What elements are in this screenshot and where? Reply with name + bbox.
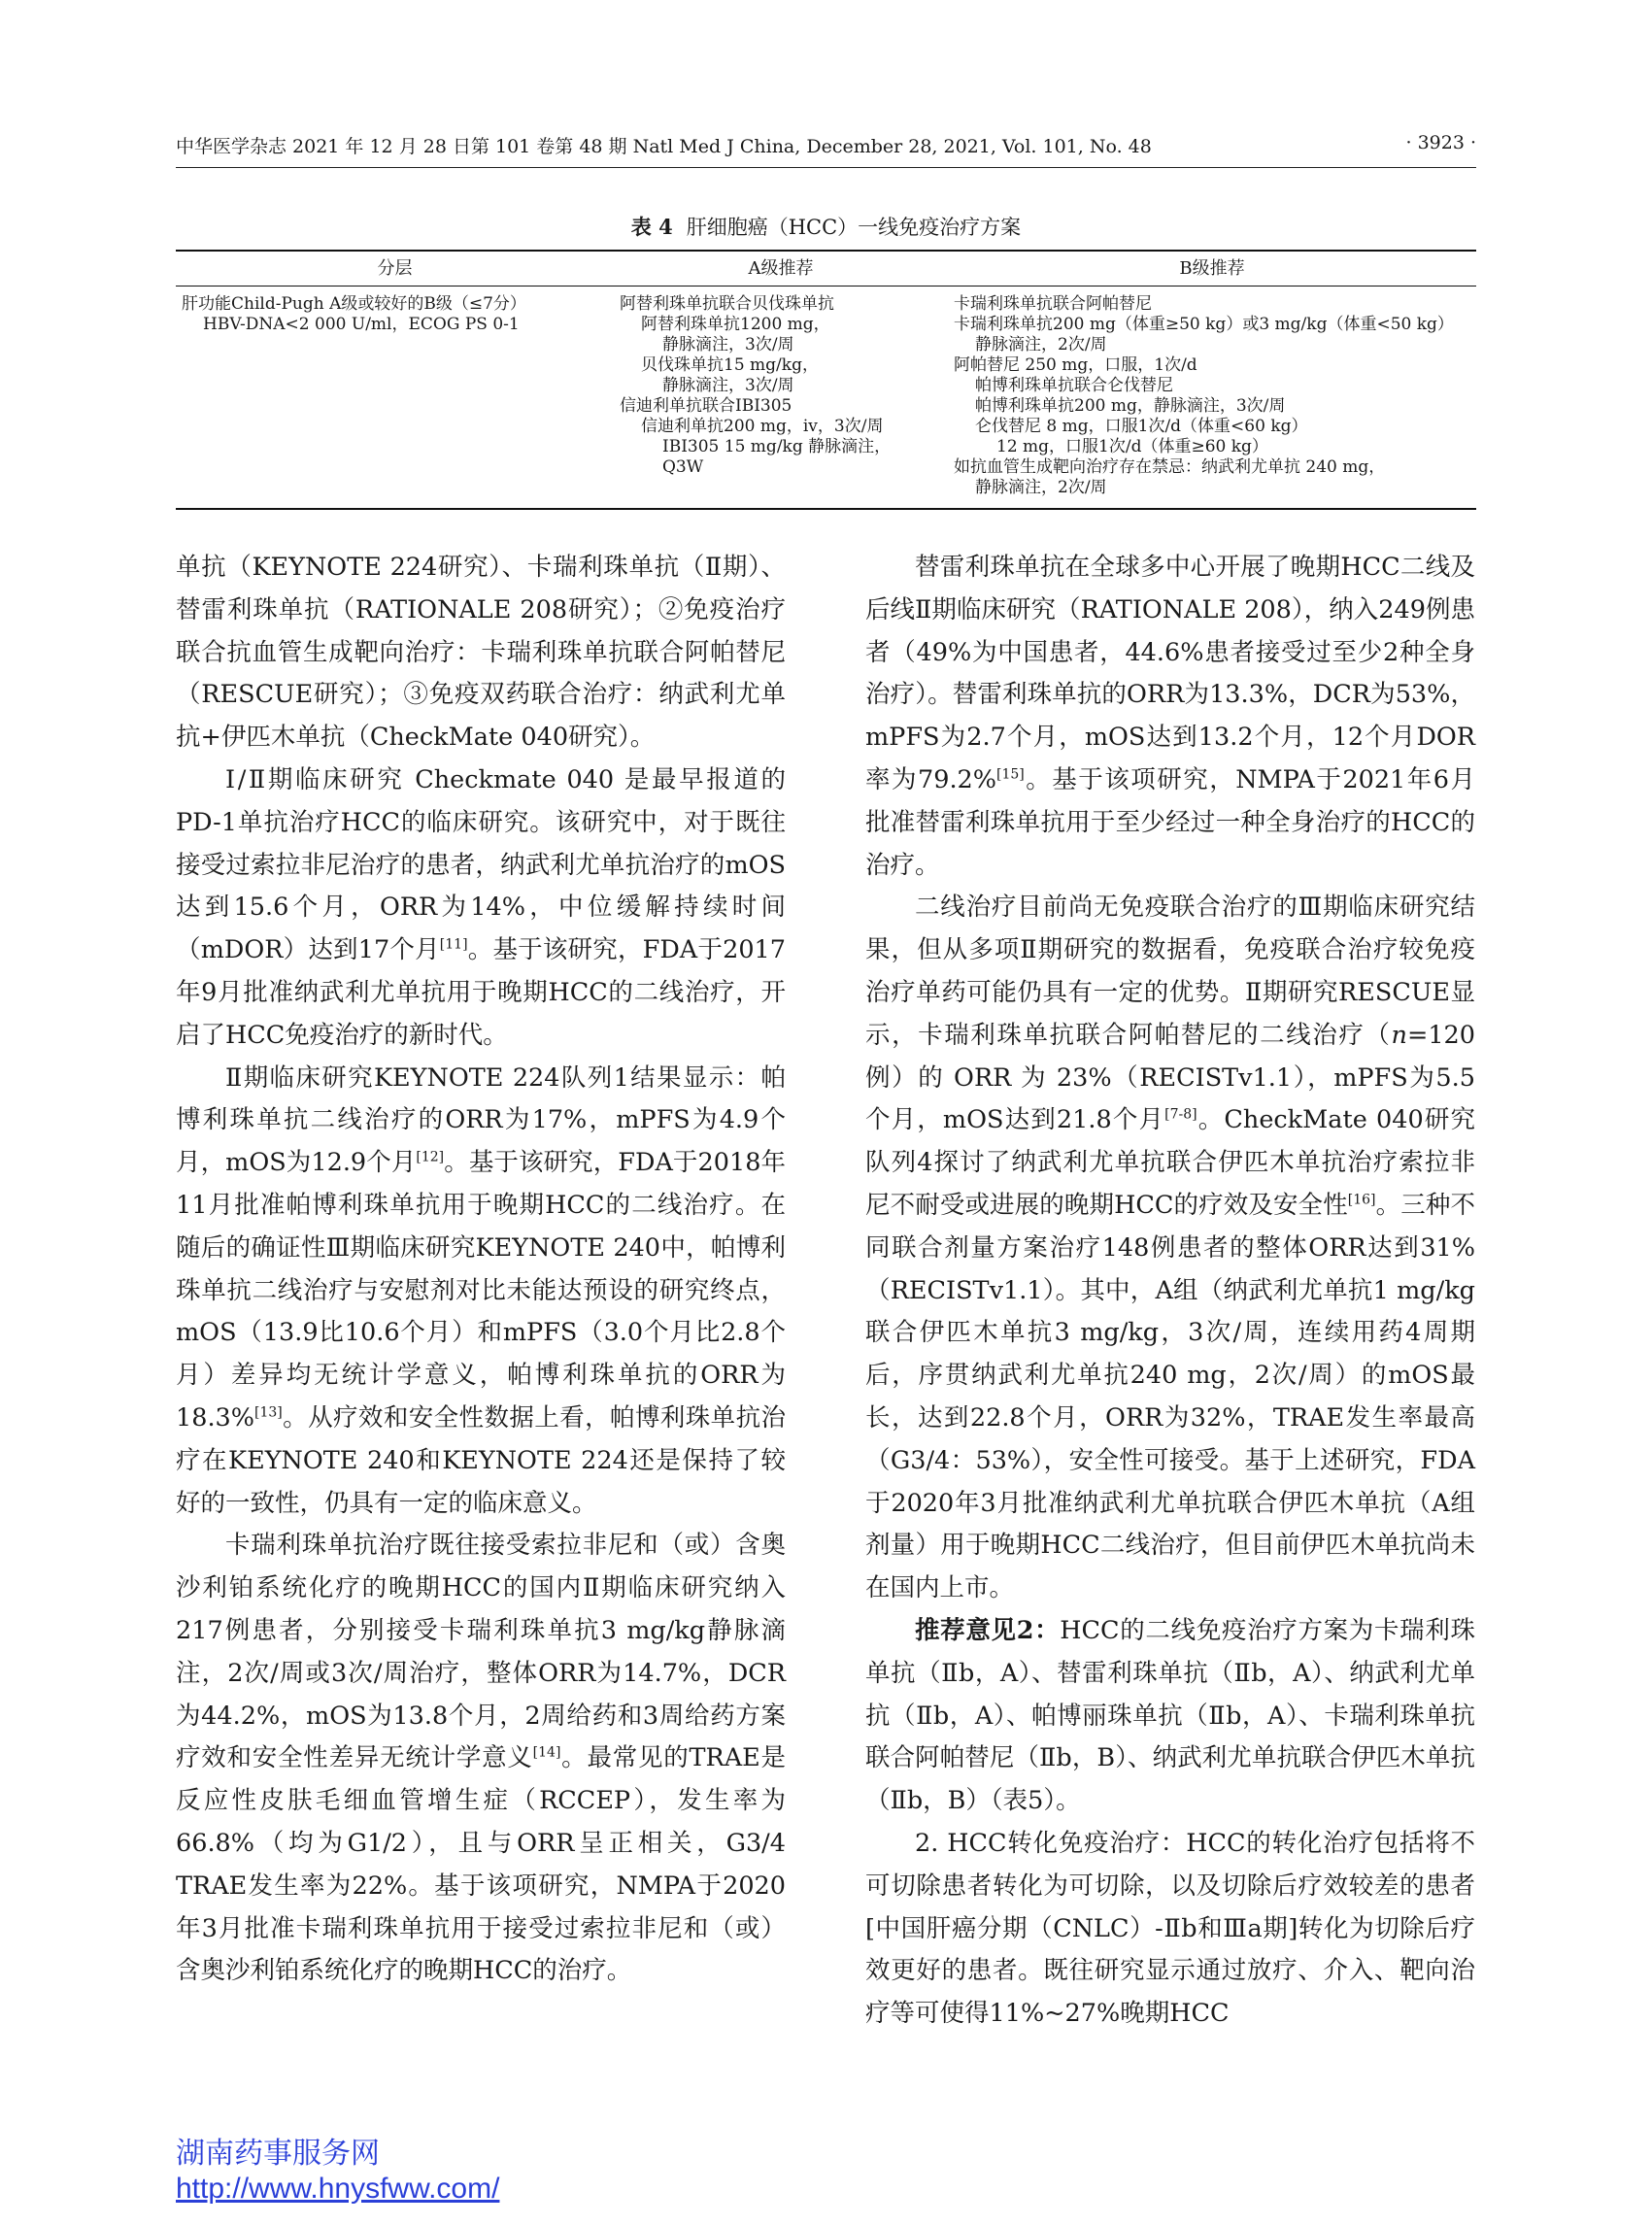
watermark-site-name: 湖南药事服务网: [176, 2138, 380, 2170]
cell-line: 静脉滴注，2次/周: [975, 335, 1107, 354]
italic-n: n: [1391, 1020, 1407, 1050]
paragraph-text: 2. HCC转化免疫治疗：HCC的转化治疗包括将不可切除患者转化为可切除，以及切除后疗效较差的患者[中国肝癌分期（CNLC）-Ⅱb和Ⅲa期]转化为切除后疗效更好的患者。既往研究显示通过放疗、介入、靶向治疗等可使得11%~27%晚期HCC: [865, 1828, 1475, 2029]
paragraph: [865, 1823, 1475, 2036]
paragraph: [865, 547, 1475, 887]
cell-line: 信迪利单抗联合IBI305: [620, 396, 792, 416]
treatment-table: [176, 250, 1476, 510]
recommendation-label: 推荐意见2：: [915, 1615, 1061, 1645]
paragraph-text: 。三种不同联合剂量方案治疗148例患者的整体ORR达到31%（RECISTv1.1）。其中，A组（纳武利尤单抗1 mg/kg联合伊匹木单抗3 mg/kg，3次/周，连续用药4周期后，序贯纳武利尤单抗240 mg，2次/周）的mOS最长，达到22.8个月，ORR为32%，TRAE发生率最高（G3/4：53%），安全性可接受。基于上述研究，FDA于2020年3月批准纳武利尤单抗联合伊匹木单抗（A组剂量）用于晚期HCC二线治疗，但目前伊匹木单抗尚未在国内上市。: [865, 1190, 1475, 1603]
paragraph-text: 。最常见的TRAE是反应性皮肤毛细血管增生症（RCCEP），发生率为66.8%（均为G1/2），且与ORR呈正相关，G3/4 TRAE发生率为22%。基于该项研究，NMPA于2020年3月批准卡瑞利珠单抗用于接受过索拉非尼和（或）含奥沙利铂系统化疗的晚期HCC的治疗。: [176, 1743, 786, 1986]
cell-line: 贝伐珠单抗15 mg/kg，: [641, 355, 819, 375]
watermark-url: http://www.hnysfww.com/: [176, 2173, 500, 2205]
journal-citation: 中华医学杂志 2021 年 12 月 28 日第 101 卷第 48 期 Natl Med J China, December 28, 2021, Vol. 101, No. 48: [176, 136, 1152, 157]
table-cell-stratification: [176, 287, 614, 510]
cell-line: 卡瑞利珠单抗200 mg（体重≥50 kg）或3 mg/kg（体重<50 kg）: [954, 315, 1454, 334]
paragraph: [865, 887, 1475, 1610]
paragraph: [176, 759, 786, 1058]
table-cell-grade-b: [948, 287, 1476, 510]
paragraph: [176, 1058, 786, 1526]
cell-line: 帕博利珠单抗联合仑伐替尼: [975, 376, 1173, 395]
cell-line: 卡瑞利珠单抗联合阿帕替尼: [954, 294, 1152, 314]
citation-ref: [7-8]: [1164, 1106, 1197, 1123]
citation-ref: [15]: [996, 766, 1025, 783]
paragraph-text: HCC的二线免疫治疗方案为卡瑞利珠单抗（Ⅱb，A）、替雷利珠单抗（Ⅱb，A）、纳武利尤单抗（Ⅱb，A）、帕博丽珠单抗（Ⅱb，A）、卡瑞利珠单抗联合阿帕替尼（Ⅱb，B）、纳武利尤单抗联合伊匹木单抗（Ⅱb，B）（表5）。: [865, 1615, 1475, 1816]
cell-line: 阿替利珠单抗联合贝伐珠单抗: [620, 294, 834, 314]
cell-line: IBI305 15 mg/kg 静脉滴注，: [662, 437, 892, 456]
cell-line: 帕博利珠单抗200 mg，静脉滴注，3次/周: [975, 396, 1286, 416]
header-divider: [176, 167, 1476, 168]
citation-ref: [11]: [439, 936, 468, 953]
cell-line: 阿替利珠单抗1200 mg，: [641, 315, 830, 334]
paragraph-text: 。基于该研究，FDA于2018年11月批准帕博利珠单抗用于晚期HCC的二线治疗。在随后的确证性Ⅲ期临床研究KEYNOTE 240中，帕博利珠单抗二线治疗与安慰剂对比未能达预设的研究终点，mOS（13.9比10.6个月）和mPFS（3.0个月比2.8个月）差异均无统计学意义，帕博利珠单抗的ORR为18.3%: [176, 1148, 786, 1433]
paragraph-text: 。从疗效和安全性数据上看，帕博利珠单抗治疗在KEYNOTE 240和KEYNOTE 224还是保持了较好的一致性，仍具有一定的临床意义。: [176, 1402, 786, 1518]
paragraph-text: 。CheckMate 040研究队列4探讨了纳武利尤单抗联合伊匹木单抗治疗索拉非尼不耐受或进展的晚期HCC的疗效及安全性: [865, 1105, 1475, 1220]
paragraph-text: 单抗（KEYNOTE 224研究）、卡瑞利珠单抗（Ⅱ期）、替雷利珠单抗（RATIONALE 208研究）；②免疫治疗联合抗血管生成靶向治疗：卡瑞利珠单抗联合阿帕替尼（RESCUE研究）；③免疫双药联合治疗：纳武利尤单抗+伊匹木单抗（CheckMate 040研究）。: [176, 553, 786, 753]
paragraph: [176, 547, 786, 759]
left-column: [176, 547, 786, 1993]
paragraph-text: Ⅰ/Ⅱ期临床研究 Checkmate 040 是最早报道的PD-1单抗治疗HCC的临床研究。该研究中，对于既往接受过索拉非尼治疗的患者，纳武利尤单抗治疗的mOS达到15.6个月，ORR为14%，中位缓解持续时间（mDOR）达到17个月: [176, 764, 786, 965]
table-header-stratification: 分层: [176, 251, 614, 287]
cell-line: 阿帕替尼 250 mg，口服，1次/d: [954, 355, 1197, 375]
paragraph: [176, 1525, 786, 1993]
page-number: · 3923 ·: [1405, 132, 1476, 153]
recommendation-paragraph: [865, 1610, 1475, 1823]
paragraph-text: 。基于该项研究，NMPA于2021年6月批准替雷利珠单抗用于至少经过一种全身治疗的HCC的治疗。: [865, 764, 1475, 880]
citation-ref: [14]: [532, 1744, 561, 1761]
cell-line: 肝功能Child-Pugh A级或较好的B级（≤7分）: [182, 294, 526, 314]
cell-line: 如抗血管生成靶向治疗存在禁忌：纳武利尤单抗 240 mg，: [954, 457, 1386, 477]
citation-ref: [13]: [254, 1404, 283, 1421]
paragraph-text: =120 例）的 ORR 为 23%（RECISTv1.1），mPFS为5.5个月，mOS达到21.8个月: [865, 1020, 1475, 1135]
paragraph-text: Ⅱ期临床研究KEYNOTE 224队列1结果显示：帕博利珠单抗二线治疗的ORR为17%，mPFS为4.9个月，mOS为12.9个月: [176, 1062, 786, 1178]
right-column: [865, 547, 1475, 2036]
paragraph-text: 卡瑞利珠单抗治疗既往接受索拉非尼和（或）含奥沙利铂系统化疗的晚期HCC的国内Ⅱ期临床研究纳入217例患者，分别接受卡瑞利珠单抗3 mg/kg静脉滴注，2次/周或3次/周治疗，整体ORR为14.7%，DCR为44.2%，mOS为13.8个月，2周给药和3周给药方案疗效和安全性差异无统计学意义: [176, 1531, 786, 1773]
paragraph-text: 二线治疗目前尚无免疫联合治疗的Ⅲ期临床研究结果，但从多项Ⅱ期研究的数据看，免疫联合治疗较免疫治疗单药可能仍具有一定的优势。Ⅱ期研究RESCUE显示，卡瑞利珠单抗联合阿帕替尼的二线治疗（: [865, 893, 1475, 1050]
watermark: [176, 2137, 499, 2207]
paragraph-text: 。基于该研究，FDA于2017年9月批准纳武利尤单抗用于晚期HCC的二线治疗，开启了HCC免疫治疗的新时代。: [176, 935, 787, 1050]
running-header: [176, 132, 1476, 165]
cell-line: Q3W: [662, 457, 704, 477]
cell-line: 仑伐替尼 8 mg，口服1次/d（体重<60 kg）: [975, 417, 1308, 436]
citation-ref: [12]: [416, 1149, 445, 1165]
cell-line: 信迪利单抗200 mg，iv，3次/周: [641, 417, 884, 436]
cell-line: 静脉滴注，3次/周: [662, 376, 794, 395]
cell-line: 12 mg，口服1次/d（体重≥60 kg）: [996, 437, 1268, 456]
table-header-grade-a: A级推荐: [614, 251, 948, 287]
table-title: 肝细胞癌（HCC）一线免疫治疗方案: [686, 216, 1022, 239]
table-cell-grade-a: [614, 287, 948, 510]
table-row: [176, 287, 1476, 510]
table-caption: [176, 212, 1476, 241]
cell-line: HBV-DNA<2 000 U/ml，ECOG PS 0-1: [203, 315, 520, 334]
table-header-grade-b: B级推荐: [948, 251, 1476, 287]
paragraph-text: 替雷利珠单抗在全球多中心开展了晚期HCC二线及后线Ⅱ期临床研究（RATIONALE 208），纳入249例患者（49%为中国患者，44.6%患者接受过至少2种全身治疗）。替雷利珠单抗的ORR为13.3%，DCR为53%，mPFS为2.7个月，mOS达到13.2个月，12个月DOR率为79.2%: [865, 553, 1475, 794]
cell-line: 静脉滴注，2次/周: [975, 478, 1107, 497]
citation-ref: [16]: [1347, 1192, 1376, 1208]
table-label: 表 4: [630, 215, 673, 239]
cell-line: 静脉滴注，3次/周: [662, 335, 794, 354]
